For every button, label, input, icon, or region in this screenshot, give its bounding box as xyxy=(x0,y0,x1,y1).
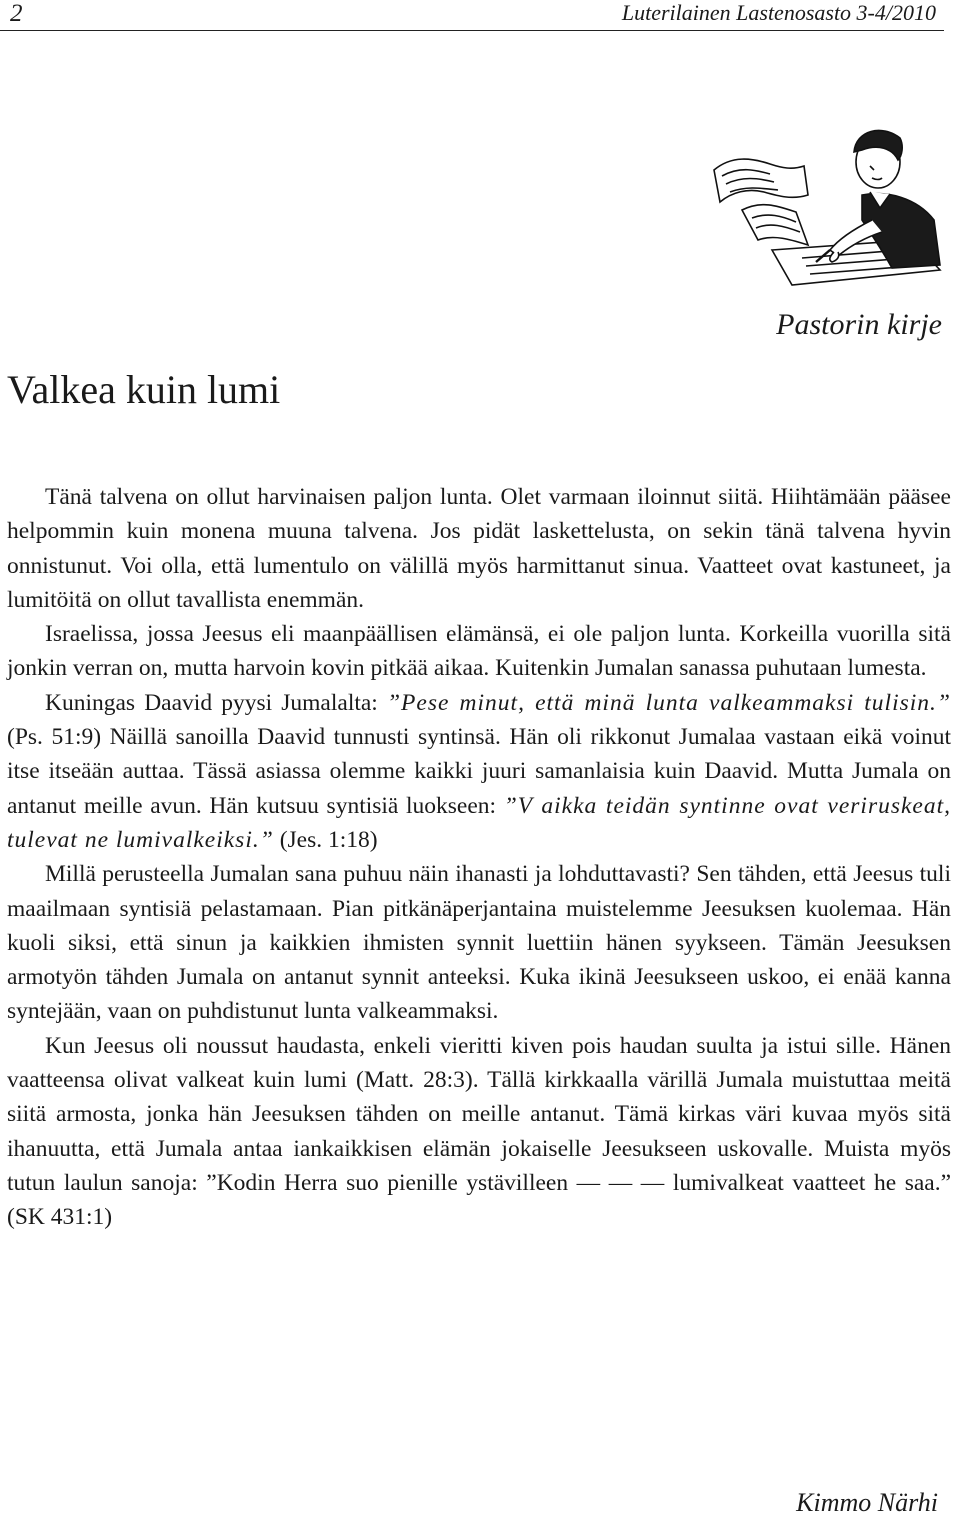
writing-person-illustration xyxy=(712,100,944,290)
author-signature: Kimmo Närhi xyxy=(796,1488,938,1517)
page-number: 2 xyxy=(10,0,23,27)
paragraph-text: Kuningas Daavid pyysi Jumalalta: xyxy=(45,689,387,716)
bible-quote: ”V aikka teidän syntinne ovat veriruskeat, tulevat ne lumivalkeiksi.” xyxy=(7,792,951,853)
bible-quote: ”Pese minut, että minä lunta valkeammaksi tulisin.” xyxy=(386,689,951,716)
paragraph: Kun Jeesus oli noussut haudasta, enkeli vieritti kiven pois haudan suulta ja istui sille. Hänen vaatteensa olivat valkeat kuin lumi (Matt. 28:3). Tällä kirkkaalla värillä Jumala muistuttaa meitä siitä armosta, jonka hän Jeesuksen tähden on meille antanut. Tämä kirkas väri kuvaa myös sitä ihanuutta, että Jumala antaa iankaikkisen elämän jokaiselle Jeesukseen uskovalle. Muista myös tutun laulun sanoja: ”Kodin Herra suo pienille ystävilleen — — — lumivalkeat vaatteet he saa.” (SK 431:1) xyxy=(7,1032,951,1231)
paragraph-text: (Jes. 1:18) xyxy=(273,826,378,853)
article-title: Valkea kuin lumi xyxy=(7,367,281,412)
paragraph: Tänä talvena on ollut harvinaisen paljon lunta. Olet varmaan iloinnut siitä. Hiihtämään pääsee helpommin kuin monena muuna talvena. Jos pidät laskettelusta, on sekin tänä talvena hyvin onnistunut. Voi olla, että lumentulo on välillä myös harmittanut sinua. Vaatteet ovat kastuneet, ja lumitöitä on ollut tavallista enemmän. xyxy=(7,484,951,613)
running-head: Luterilainen Lastenosasto 3-4/2010 xyxy=(621,0,936,25)
article-body xyxy=(7,480,951,1235)
section-label: Pastorin kirje xyxy=(776,308,942,341)
paragraph-text: (Ps. 51:9) Näillä sanoilla Daavid tunnusti syntinsä. Hän oli rikkonut Jumalaa vastaan eikä voinut itse itseään auttaa. Tässä asiassa olemme kaikki juuri samanlaisia kuin Daavid. Mutta Jumala on antanut meille avun. Hän kutsuu syntisiä luokseen: xyxy=(7,724,951,819)
paragraph xyxy=(7,686,951,857)
paragraph: Millä perusteella Jumalan sana puhuu näin ihanasti ja lohduttavasti? Sen tähden, että Jeesus tuli maailmaan syntisiä pelastamaan. Pian pitkänäperjantaina muistelemme Jeesuksen kuolemaa. Hän kuoli siksi, että sinun ja kaikkien ihmisten synnit luettiin hänen syykseen. Tämän Jeesuksen armotyön tähden Jumala on antanut synnit anteeksi. Kuka ikinä Jeesukseen uskoo, ei enää kanna syntejään, vaan on puhdistunut lunta valkeammaksi. xyxy=(7,861,951,1025)
page-header xyxy=(0,0,944,31)
paragraph: Israelissa, jossa Jeesus eli maanpäällisen elämänsä, ei ole paljon lunta. Korkeilla vuorilla sitä jonkin verran on, mutta harvoin kovin pitkää aikaa. Kuitenkin Jumalan sanassa puhutaan lumesta. xyxy=(7,621,951,682)
